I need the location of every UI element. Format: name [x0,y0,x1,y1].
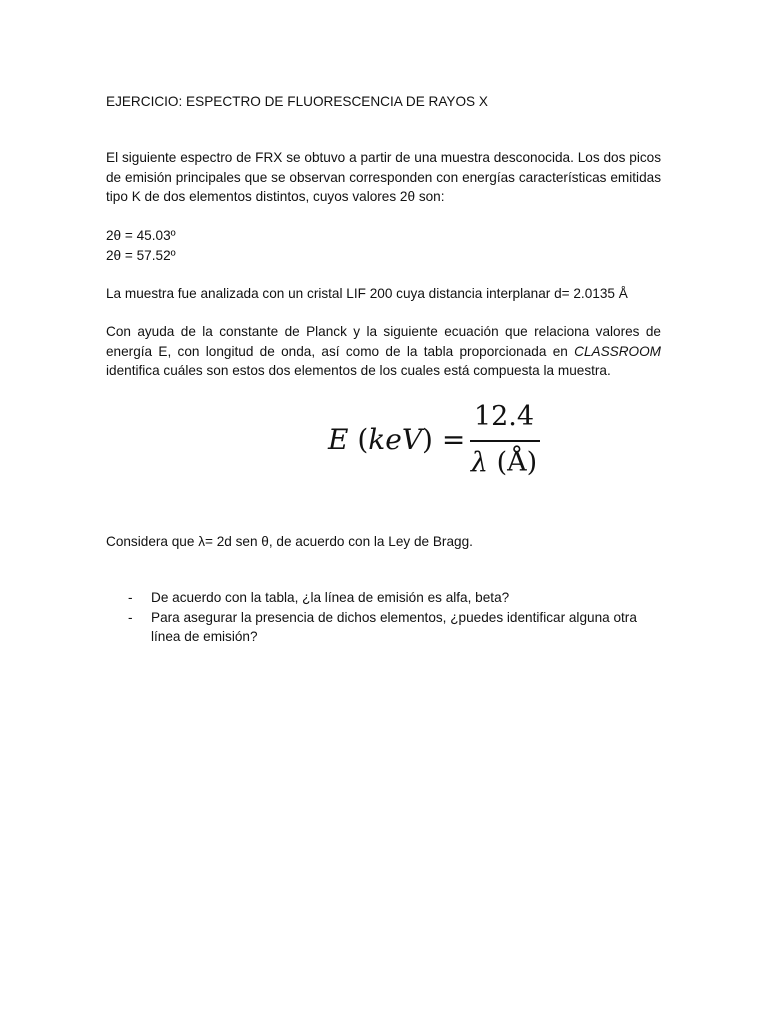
questions-list [106,588,661,647]
two-theta-value-1: 2θ = 45.03º [106,228,176,243]
equation-numerator: 12.4 [473,401,535,432]
bullet-dash: - [128,590,133,605]
question-text: Para asegurar la presencia de dichos elementos, ¿puedes identificar alguna otra línea de emisión? [151,609,637,644]
instructions-paragraph [106,322,661,381]
energy-equation [328,398,558,488]
equation-lambda-symbol: λ [470,447,488,478]
classroom-emphasis: CLASSROOM [574,343,661,359]
question-text: De acuerdo con la tabla, ¿la línea de emisión es alfa, beta? [151,590,510,605]
bragg-law-paragraph: Considera que λ= 2d sen θ, de acuerdo con la Ley de Bragg. [106,534,473,549]
bullet-dash: - [128,609,133,625]
equation-lhs-unit: keV [368,423,423,456]
instructions-text: Con ayuda de la constante de Planck y la siguiente ecuación que relaciona valores de energía E, con longitud de onda, así como de la tabla proporcionada en [106,324,661,359]
list-item [106,588,661,608]
intro-paragraph: El siguiente espectro de FRX se obtuvo a partir de una muestra desconocida. Los dos picos de emisión principales que se observan corresponden con energías características emitidas tipo K de dos elementos distintos, cuyos valores 2θ son: [106,150,661,204]
sample-paragraph: La muestra fue analizada con un cristal LIF 200 cuya distancia interplanar d= 2.0135 Å [106,286,628,301]
instructions-text-end: identifica cuáles son estos dos elementos de los cuales está compuesta la muestra. [106,363,611,378]
equation-fraction [468,398,540,488]
exercise-title: EJERCICIO: ESPECTRO DE FLUORESCENCIA DE RAYOS X [106,94,488,109]
equation-denominator-unit: (Å) [487,447,538,478]
equation-lhs-close: ) = [422,423,466,456]
two-theta-value-2: 2θ = 57.52º [106,247,176,263]
equation-lhs-open: ( [348,423,369,456]
fraction-bar [470,440,540,442]
list-item [106,608,661,647]
equation-denominator [468,446,540,480]
equation-energy-symbol: E [328,423,349,456]
equation-lhs [328,422,465,458]
